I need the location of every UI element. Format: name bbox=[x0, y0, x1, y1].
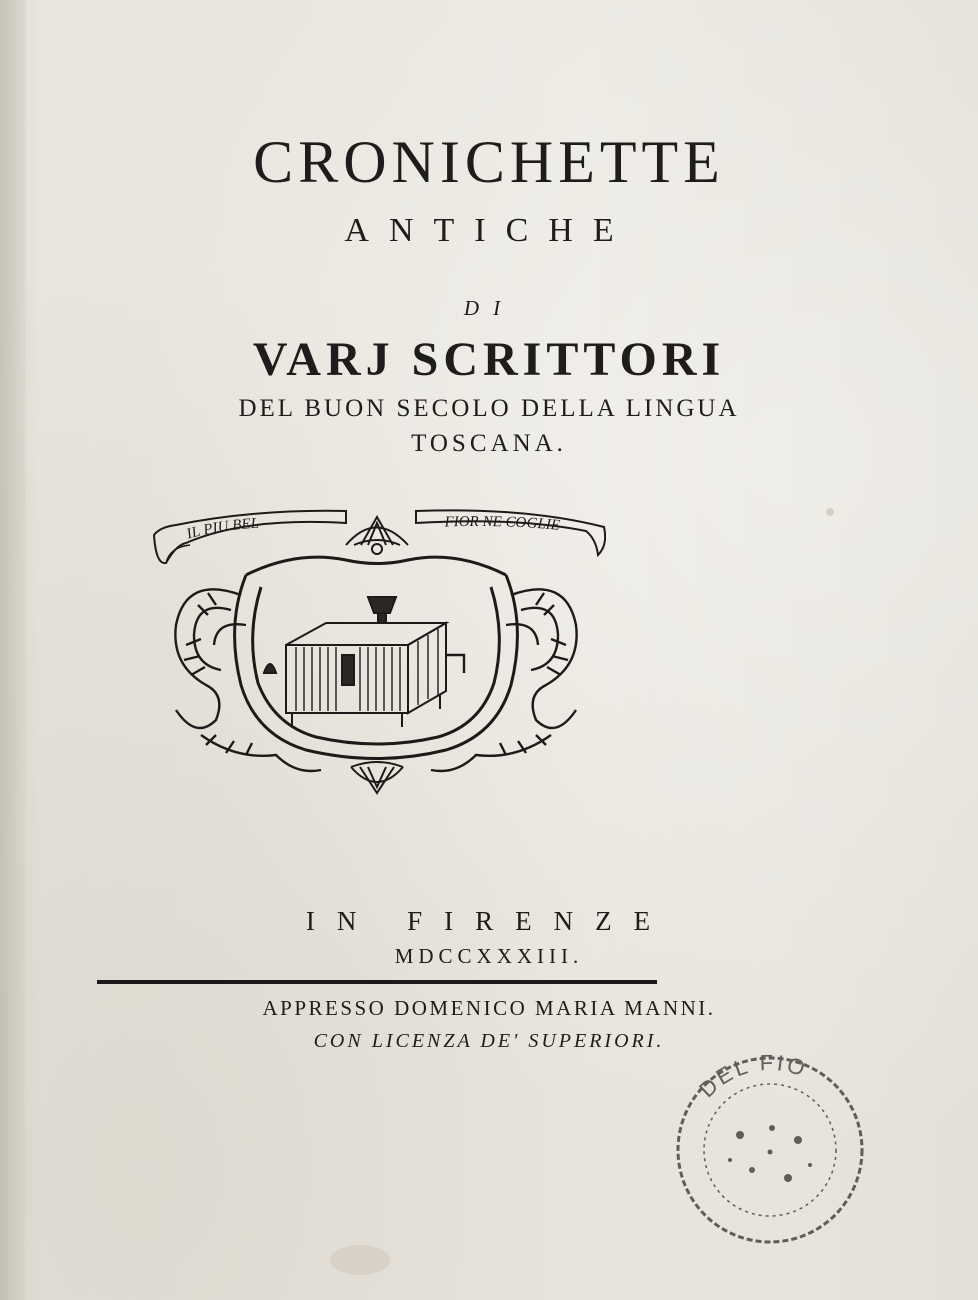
imprint-printer: APPRESSO DOMENICO MARIA MANNI. bbox=[262, 996, 716, 1020]
svg-text:DEL FIO: DEL FIO bbox=[694, 1049, 811, 1103]
title-antiche: ANTICHE bbox=[344, 212, 634, 249]
imprint-place: IN FIRENZE bbox=[305, 906, 673, 936]
acanthus-scroll-right bbox=[431, 589, 577, 771]
imprint-license: CON LICENZA DE' SUPERIORI. bbox=[313, 1030, 665, 1052]
title-cronichette: CRONICHETTE bbox=[253, 129, 725, 195]
title-varj-scrittori: VARJ SCRITTORI bbox=[252, 333, 726, 386]
shell-ornament-bottom bbox=[351, 762, 403, 793]
bolting-chest-icon bbox=[264, 597, 464, 727]
imprint-year: MDCCXXXIII. bbox=[394, 944, 584, 968]
shell-ornament-top bbox=[346, 517, 408, 554]
foxing-spot bbox=[330, 1245, 390, 1275]
rule-divider bbox=[97, 980, 657, 984]
library-stamp bbox=[660, 1040, 880, 1250]
printers-mark bbox=[146, 505, 606, 805]
motto-left: IL PIU BEL bbox=[184, 515, 260, 543]
foxing-spot bbox=[826, 508, 834, 516]
subtitle-line-1: DEL BUON SECOLO DELLA LINGUA bbox=[238, 395, 740, 422]
subtitle-line-2: TOSCANA. bbox=[411, 430, 567, 457]
motto-right: FIOR NE COGLIE bbox=[444, 513, 561, 534]
title-di: DI bbox=[463, 296, 515, 320]
acanthus-scroll-left bbox=[175, 589, 321, 771]
